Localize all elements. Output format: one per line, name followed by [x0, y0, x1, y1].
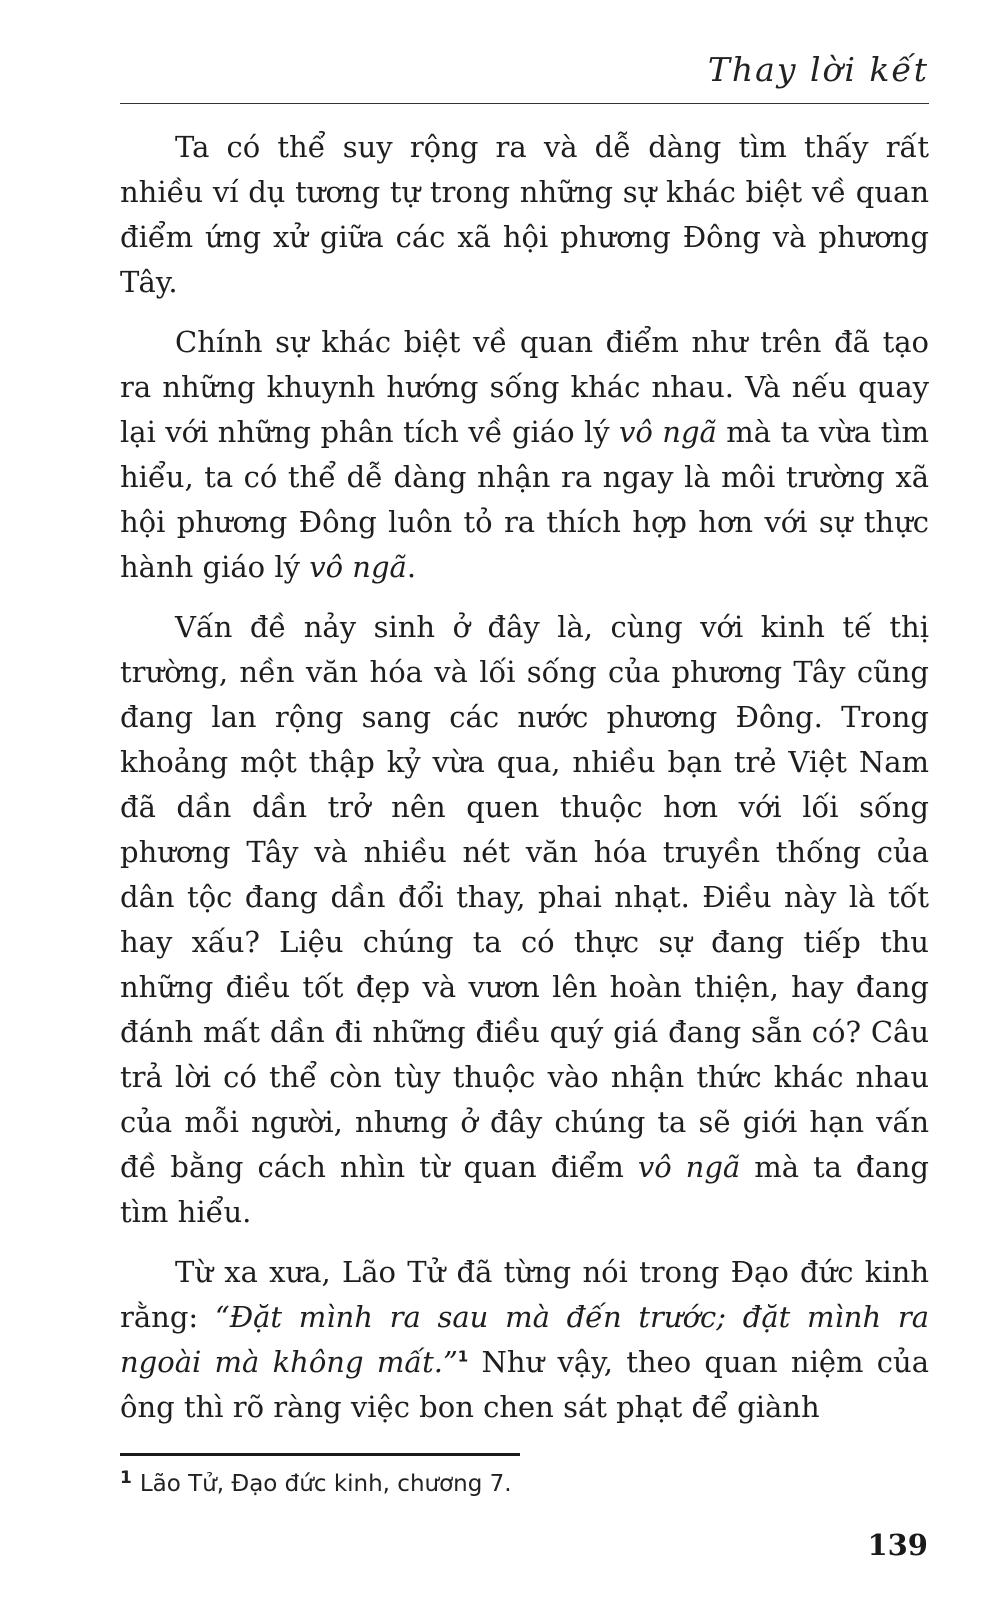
- paragraph-2: [120, 320, 929, 590]
- footnote-text: Lão Tử, Đạo đức kinh, chương 7.: [139, 1471, 512, 1497]
- body-text: [120, 125, 929, 1445]
- paragraph-2-emphasis-a: vô ngã: [619, 415, 717, 449]
- paragraph-3: [120, 605, 929, 1235]
- paragraph-4-text-a: Từ xa xưa, Lão Tử đã từng nói trong Đạo đức kinh rằng:: [120, 1255, 929, 1334]
- paragraph-4: [120, 1250, 929, 1430]
- paragraph-2-text-b: mà ta vừa tìm hiểu, ta có thể dễ dàng nhận ra ngay là môi trường xã hội phương Đông luôn tỏ ra thích hợp hơn với sự thực hành giáo lý: [120, 415, 929, 584]
- header-divider: [120, 103, 929, 104]
- paragraph-3-emphasis: vô ngã: [637, 1150, 741, 1184]
- paragraph-4-text-b: Như vậy, theo quan niệm của ông thì rõ ràng việc bon chen sát phạt để giành: [120, 1345, 929, 1424]
- paragraph-2-emphasis-b: vô ngã: [309, 550, 407, 584]
- paragraph-1: [120, 125, 929, 305]
- footnote-divider: [120, 1453, 520, 1456]
- paragraph-2-text-c: .: [406, 550, 417, 584]
- paragraph-3-text-b: mà ta đang tìm hiểu.: [120, 1150, 929, 1229]
- running-header-title: Thay lời kết: [707, 50, 929, 89]
- paragraph-2-text-a: Chính sự khác biệt về quan điểm như trên đã tạo ra những khuynh hướng sống khác nhau. Và nếu quay lại với những phân tích về giáo lý: [120, 325, 929, 449]
- paragraph-3-text-a: Vấn đề nảy sinh ở đây là, cùng với kinh tế thị trường, nền văn hóa và lối sống của phương Tây cũng đang lan rộng sang các nước phương Đông. Trong khoảng một thập kỷ vừa qua, nhiều bạn trẻ Việt Nam đã dần dần trở nên quen thuộc hơn với lối sống phương Tây và nhiều nét văn hóa truyền thống của dân tộc đang dần đổi thay, phai nhạt. Điều này là tốt hay xấu? Liệu chúng ta có thực sự đang tiếp thu những điều tốt đẹp và vươn lên hoàn thiện, hay đang đánh mất dần đi những điều quý giá đang sẵn có? Câu trả lời có thể còn tùy thuộc vào nhận thức khác nhau của mỗi người, nhưng ở đây chúng ta sẽ giới hạn vấn đề bằng cách nhìn từ quan điểm: [120, 610, 929, 1184]
- footnote-marker: 1: [120, 1468, 132, 1488]
- paragraph-1-text: Ta có thể suy rộng ra và dễ dàng tìm thấy rất nhiều ví dụ tương tự trong những sự khác biệt về quan điểm ứng xử giữa các xã hội phương Đông và phương Tây.: [120, 130, 929, 299]
- paragraph-4-quote: “Đặt mình ra sau mà đến trước; đặt mình ra ngoài mà không mất.”: [120, 1300, 929, 1379]
- footnote-reference: 1: [457, 1347, 469, 1366]
- footnote: [120, 1468, 512, 1497]
- page-number: 139: [867, 1528, 928, 1562]
